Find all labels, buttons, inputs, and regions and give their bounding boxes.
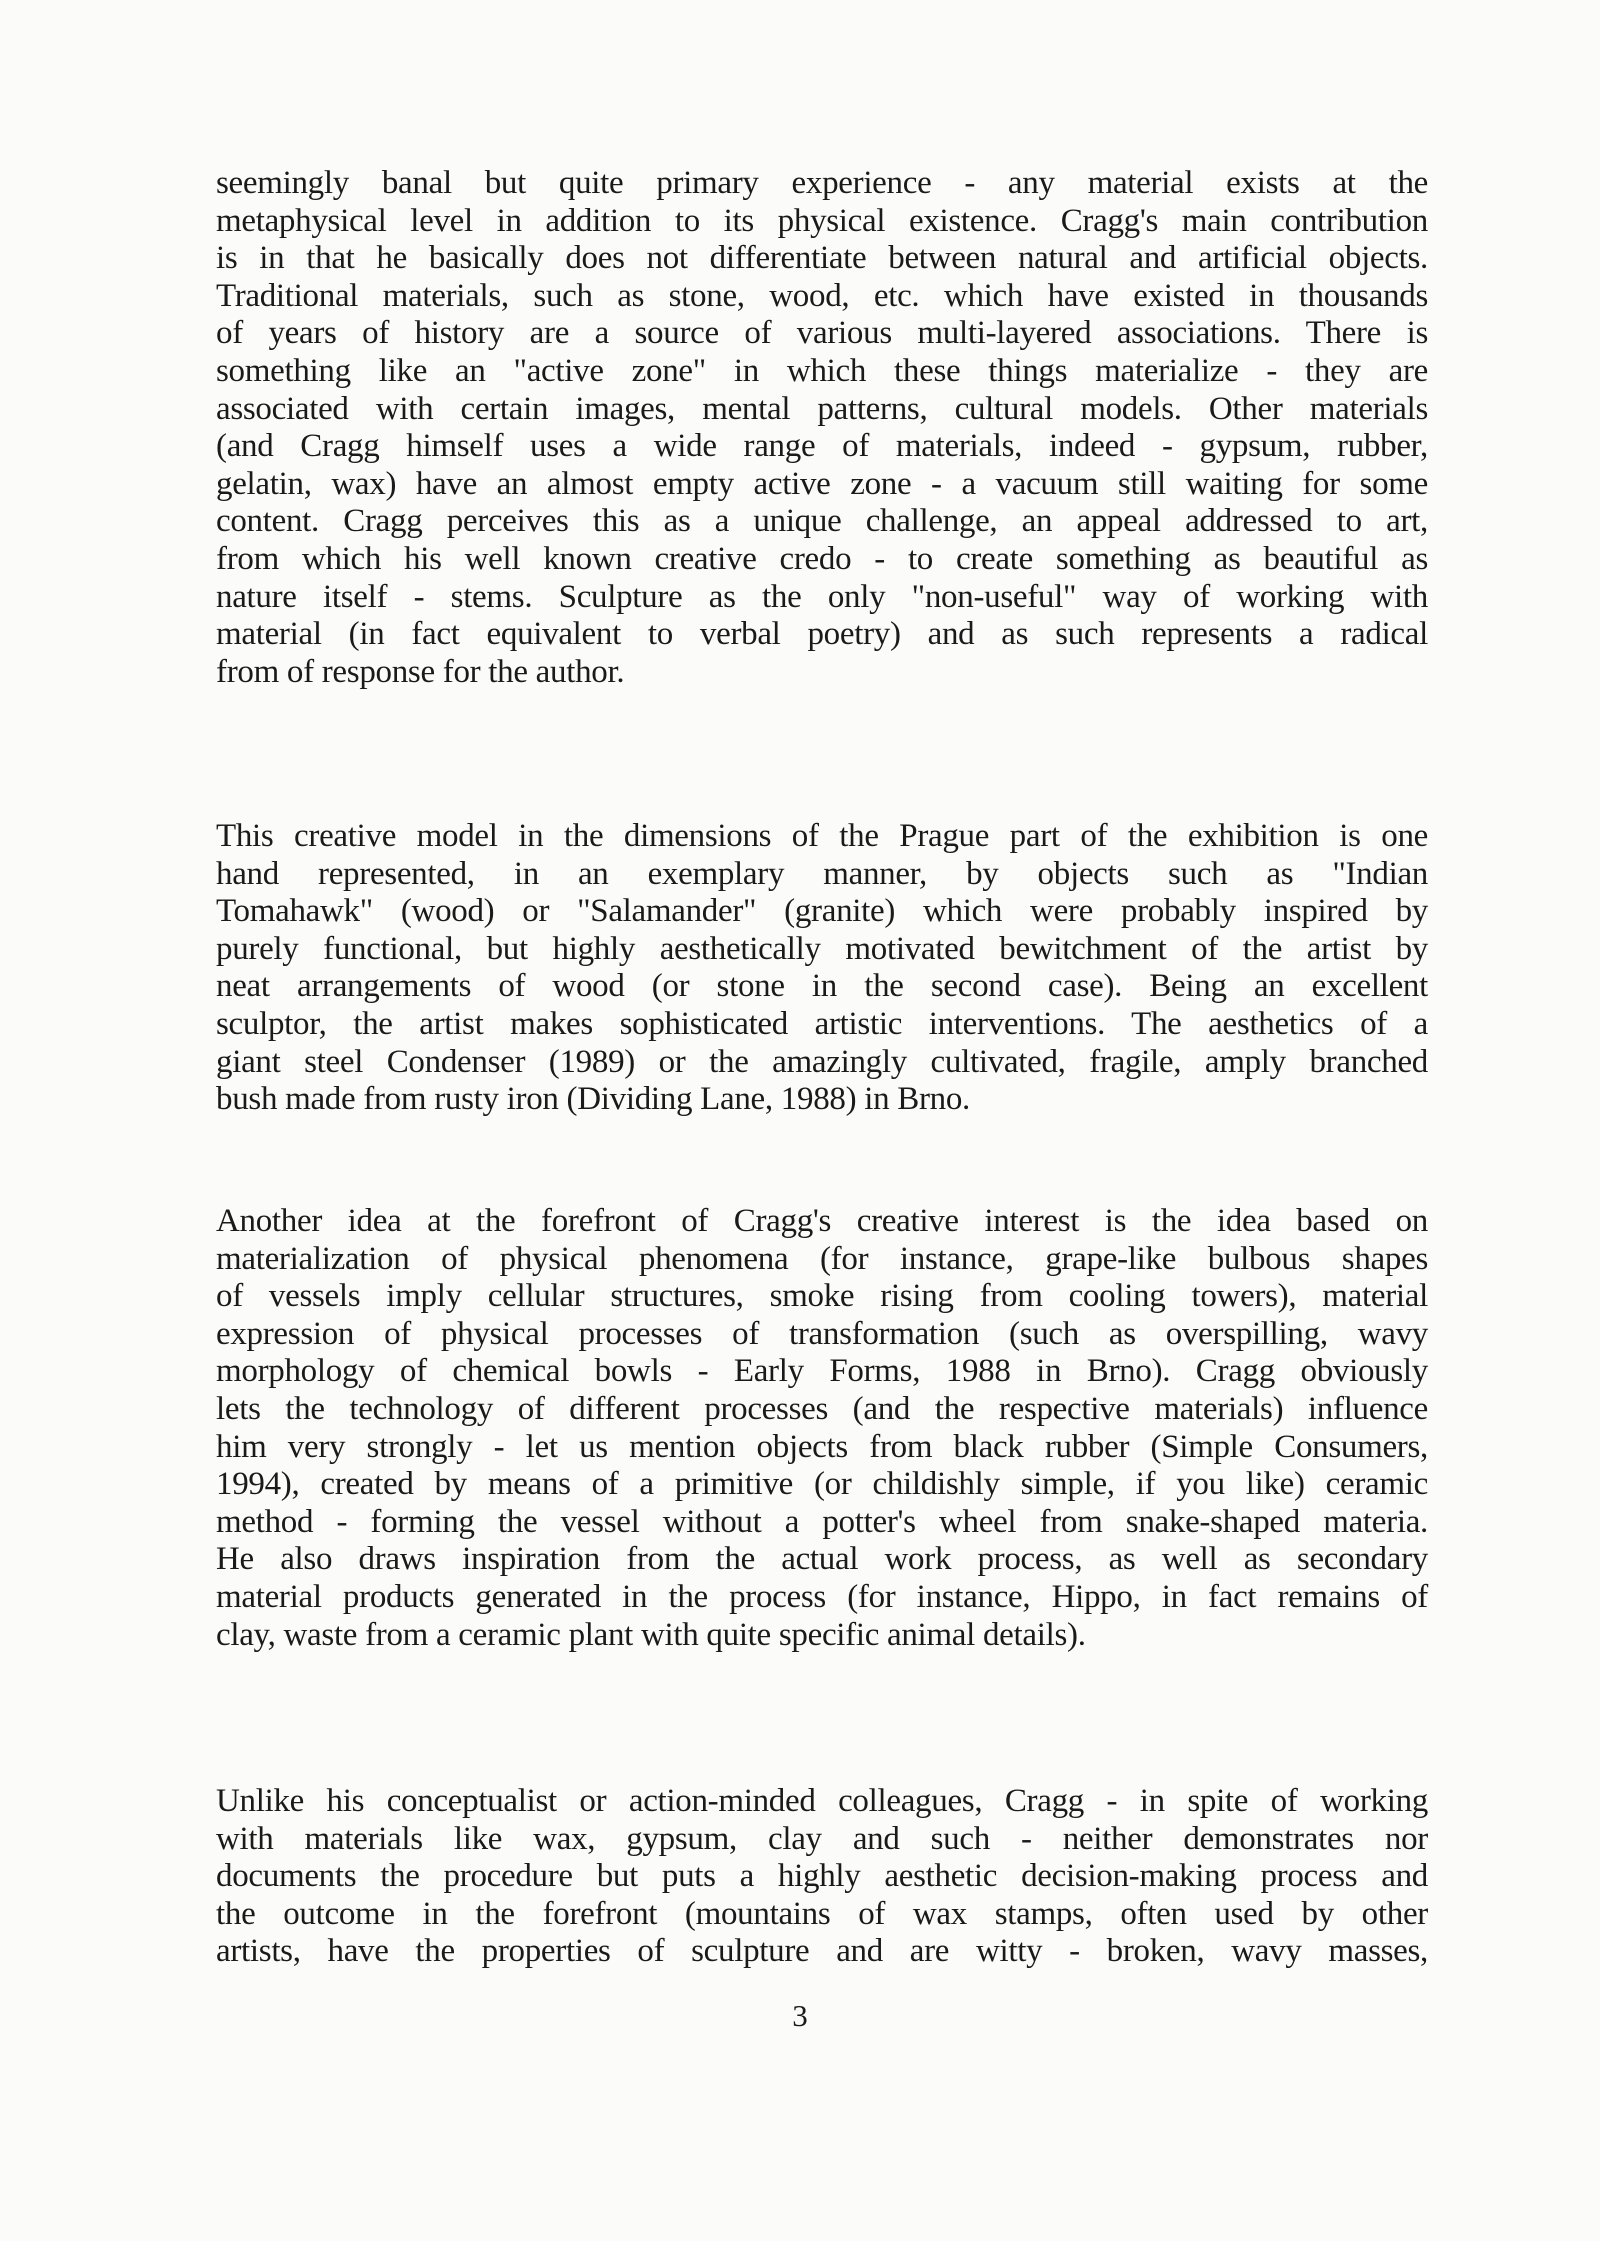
text-line: neat arrangements of wood (or stone in the second case). Being an excellent xyxy=(216,968,1428,1005)
paragraph-1 xyxy=(216,165,1428,691)
text-line: from of response for the author. xyxy=(216,653,625,690)
text-line: artists, have the properties of sculpture and are witty - broken, wavy masses, xyxy=(216,1933,1428,1970)
text-line: gelatin, wax) have an almost empty active zone - a vacuum still waiting for some xyxy=(216,465,1428,502)
text-line: materialization of physical phenomena (for instance, grape-like bulbous shapes xyxy=(216,1240,1428,1277)
text-line: lets the technology of different processes (and the respective materials) influence xyxy=(216,1390,1428,1427)
text-line: material products generated in the process (for instance, Hippo, in fact remains of xyxy=(216,1578,1428,1615)
text-line: seemingly banal but quite primary experience - any material exists at the xyxy=(216,165,1428,201)
paragraph-2 xyxy=(216,818,1428,1119)
text-line: associated with certain images, mental patterns, cultural models. Other materials xyxy=(216,390,1428,427)
text-line: documents the procedure but puts a highly aesthetic decision-making process and xyxy=(216,1858,1428,1895)
paragraph-3 xyxy=(216,1203,1428,1654)
text-line: giant steel Condenser (1989) or the amazingly cultivated, fragile, amply branched xyxy=(216,1043,1428,1080)
text-line: method - forming the vessel without a potter's wheel from snake-shaped materia. xyxy=(216,1503,1428,1540)
text-line: from which his well known creative credo - to create something as beautiful as xyxy=(216,540,1428,577)
text-line: purely functional, but highly aesthetically motivated bewitchment of the artist by xyxy=(216,930,1428,967)
text-line: bush made from rusty iron (Dividing Lane, 1988) in Brno. xyxy=(216,1081,970,1118)
text-line: Tomahawk" (wood) or "Salamander" (granite) which were probably inspired by xyxy=(216,893,1428,930)
text-line: with materials like wax, gypsum, clay and such - neither demonstrates nor xyxy=(216,1820,1428,1857)
text-line: morphology of chemical bowls - Early Forms, 1988 in Brno). Cragg obviously xyxy=(216,1353,1428,1390)
text-line: (and Cragg himself uses a wide range of materials, indeed - gypsum, rubber, xyxy=(216,428,1428,465)
text-line: Unlike his conceptualist or action-minded colleagues, Cragg - in spite of working xyxy=(216,1783,1428,1819)
text-line: material (in fact equivalent to verbal poetry) and as such represents a radical xyxy=(216,616,1428,653)
text-line: Another idea at the forefront of Cragg's creative interest is the idea based on xyxy=(216,1203,1428,1239)
text-line: nature itself - stems. Sculpture as the only "non-useful" way of working with xyxy=(216,578,1428,615)
text-line: sculptor, the artist makes sophisticated artistic interventions. The aesthetics of a xyxy=(216,1005,1428,1042)
text-line: clay, waste from a ceramic plant with quite specific animal details). xyxy=(216,1616,1086,1653)
text-line: something like an "active zone" in which these things materialize - they are xyxy=(216,352,1428,389)
text-line: content. Cragg perceives this as a unique challenge, an appeal addressed to art, xyxy=(216,503,1428,540)
text-line: hand represented, in an exemplary manner, by objects such as "Indian xyxy=(216,855,1428,892)
text-line: This creative model in the dimensions of the Prague part of the exhibition is one xyxy=(216,818,1428,854)
text-line: metaphysical level in addition to its physical existence. Cragg's main contribution xyxy=(216,202,1428,239)
text-line: the outcome in the forefront (mountains of wax stamps, often used by other xyxy=(216,1895,1428,1932)
text-line: of years of history are a source of various multi-layered associations. There is xyxy=(216,315,1428,352)
text-line: expression of physical processes of transformation (such as overspilling, wavy xyxy=(216,1315,1428,1352)
text-line: 1994), created by means of a primitive (or childishly simple, if you like) ceramic xyxy=(216,1466,1428,1503)
page-number: 3 xyxy=(792,1998,808,2033)
text-line: of vessels imply cellular structures, smoke rising from cooling towers), material xyxy=(216,1278,1428,1315)
text-line: He also draws inspiration from the actual work process, as well as secondary xyxy=(216,1541,1428,1578)
text-line: is in that he basically does not differentiate between natural and artificial objects. xyxy=(216,240,1428,277)
paragraph-4 xyxy=(216,1783,1428,1971)
text-line: Traditional materials, such as stone, wood, etc. which have existed in thousands xyxy=(216,277,1428,314)
text-line: him very strongly - let us mention objects from black rubber (Simple Consumers, xyxy=(216,1428,1428,1465)
